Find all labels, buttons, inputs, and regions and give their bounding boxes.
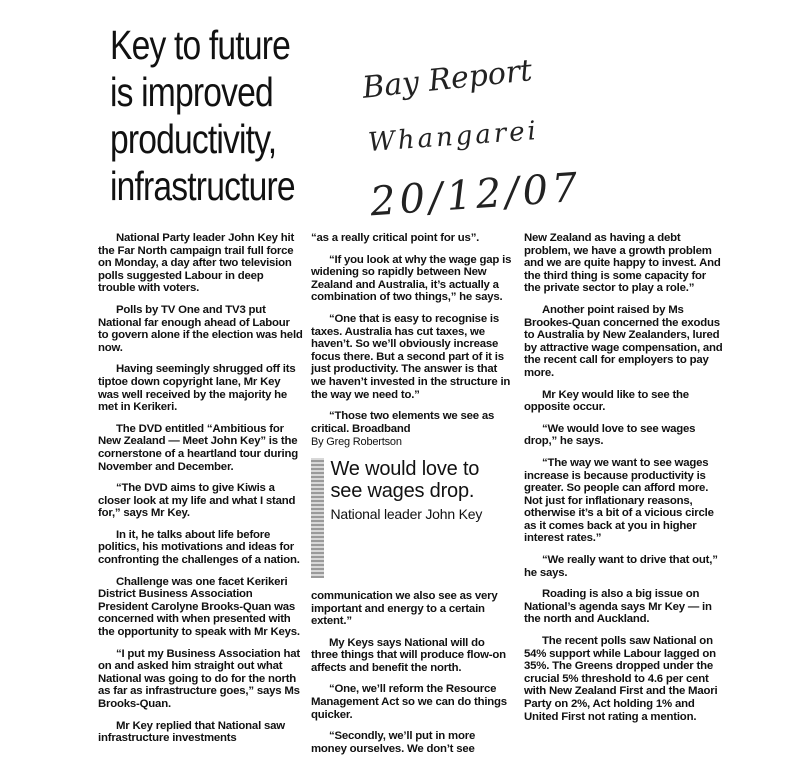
col1-paragraph-4: The DVD entitled “Ambitious for New Zealand — Meet John Key” is the cornerstone of a heartland tour during November and December. <box>98 422 298 473</box>
col3-paragraph-7: Roading is also a big issue on National’s agenda says Mr Key — in the north and Auckland. <box>524 588 712 626</box>
col1-paragraph-5: “The DVD aims to give Kiwis a closer look at my life and what I stand for,” says Mr Key. <box>98 482 296 520</box>
col3-paragraph-3: Mr Key would like to see the opposite occur. <box>524 388 689 414</box>
col2-paragraph-6: My Keys says National will do three things that will produce flow-on affects and benefit the north. <box>311 636 506 674</box>
col1-paragraph-3: Having seemingly shrugged off its tiptoe down copyright lane, Mr Key was well received by the majority he met in Kerikeri. <box>98 363 296 414</box>
pull-quote-text-main: We would love to see wages drop. <box>330 457 480 502</box>
col2-paragraph-4: “Those two elements we see as critical. Broadband <box>311 410 495 435</box>
pull-quote <box>311 458 513 578</box>
col2-paragraph-1: “as a really critical point for us”. <box>311 232 480 244</box>
col1-paragraph-9: Mr Key replied that National saw infrastructure investments <box>98 719 285 745</box>
headline-line-4: infrastructure <box>110 163 295 209</box>
col1-paragraph-7: Challenge was one facet Kerikeri District Business Association President Carolyne Brooks-Quan was concerned with when presented with the opportunity to speak with Mr Keys. <box>98 575 300 639</box>
byline: By Greg Robertson <box>311 436 402 449</box>
pull-quote-text <box>330 458 513 578</box>
col1-paragraph-6: In it, he talks about life before politics, his motivations and ideas for confronting the challenges of a nation. <box>98 528 300 567</box>
headline-line-3: productivity, <box>110 116 277 162</box>
handwritten-location: Whangarei <box>367 116 540 158</box>
col1-paragraph-2: Polls by TV One and TV3 put National far enough ahead of Labour to govern alone if the election was held now. <box>98 303 303 354</box>
col2-paragraph-7: “One, we’ll reform the Resource Management Act so we can do things quicker. <box>311 683 507 721</box>
handwritten-date: 20/12/07 <box>368 164 584 226</box>
col3-paragraph-1: New Zealand as having a debt problem, we have a growth problem and we are quite happy to invest. And the third thing is some capacity for the private sector to play a role.” <box>524 232 721 295</box>
col2-paragraph-5: communication we also see as very important and energy to a certain extent.” <box>311 589 498 628</box>
col2-paragraph-2: “If you look at why the wage gap is widening so rapidly between New Zealand and Australia, it’s actually a combination of two things,” he says. <box>311 253 512 304</box>
col1-paragraph-8: “I put my Business Association hat on and asked him straight out what National was going to do for the north as far as infrastructure goes,” says Ms Brooks-Quan. <box>98 647 300 710</box>
handwritten-source: Bay Report <box>360 53 534 106</box>
col3-paragraph-6: “We really want to drive that out,” he says. <box>524 554 718 579</box>
article-column-2 <box>311 232 513 764</box>
headline-line-1: Key to future <box>110 22 290 68</box>
pull-quote-attribution: National leader John Key <box>330 505 483 522</box>
col2-paragraph-8: “Secondly, we’ll put in more money ourselves. We don’t see <box>311 730 476 755</box>
col3-paragraph-8: The recent polls saw National on 54% support while Labour lagged on 35%. The Greens dropped under the crucial 5% threshold to 4.6 per cent with New Zealand First and the Maori Party on 2%, Act holding 1% and United First not rating a mention. <box>524 635 718 723</box>
article-column-1 <box>98 232 303 754</box>
col3-paragraph-2: Another point raised by Ms Brookes-Quan concerned the exodus to Australia by New Zealanders, lured by attractive wage compensation, and the recent call for employers to pay more. <box>524 303 723 379</box>
headline-line-2: is improved <box>110 69 273 115</box>
col3-paragraph-4: “We would love to see wages drop,” he says. <box>524 422 696 448</box>
article-column-3 <box>524 232 724 732</box>
col2-paragraph-3: “One that is easy to recognise is taxes. Australia has cut taxes, we haven’t. So we’ll obviously increase focus there. But a second part of it is just productivity. The answer is that we haven’t invested in the structure in the way we need to.” <box>311 312 511 401</box>
col3-paragraph-5: “The way we want to see wages increase is because productivity is greater. So people can afford more. Not just for inflationary reasons, otherwise it’s a bit of a vicious circle as it comes back at you in higher interest rates.” <box>524 456 714 545</box>
headline <box>110 22 295 210</box>
col1-paragraph-1: National Party leader John Key hit the Far North campaign trail full force on Monday, a day after two television polls suggested Labour in deep trouble with voters. <box>98 232 295 295</box>
pull-quote-bar <box>311 458 324 578</box>
